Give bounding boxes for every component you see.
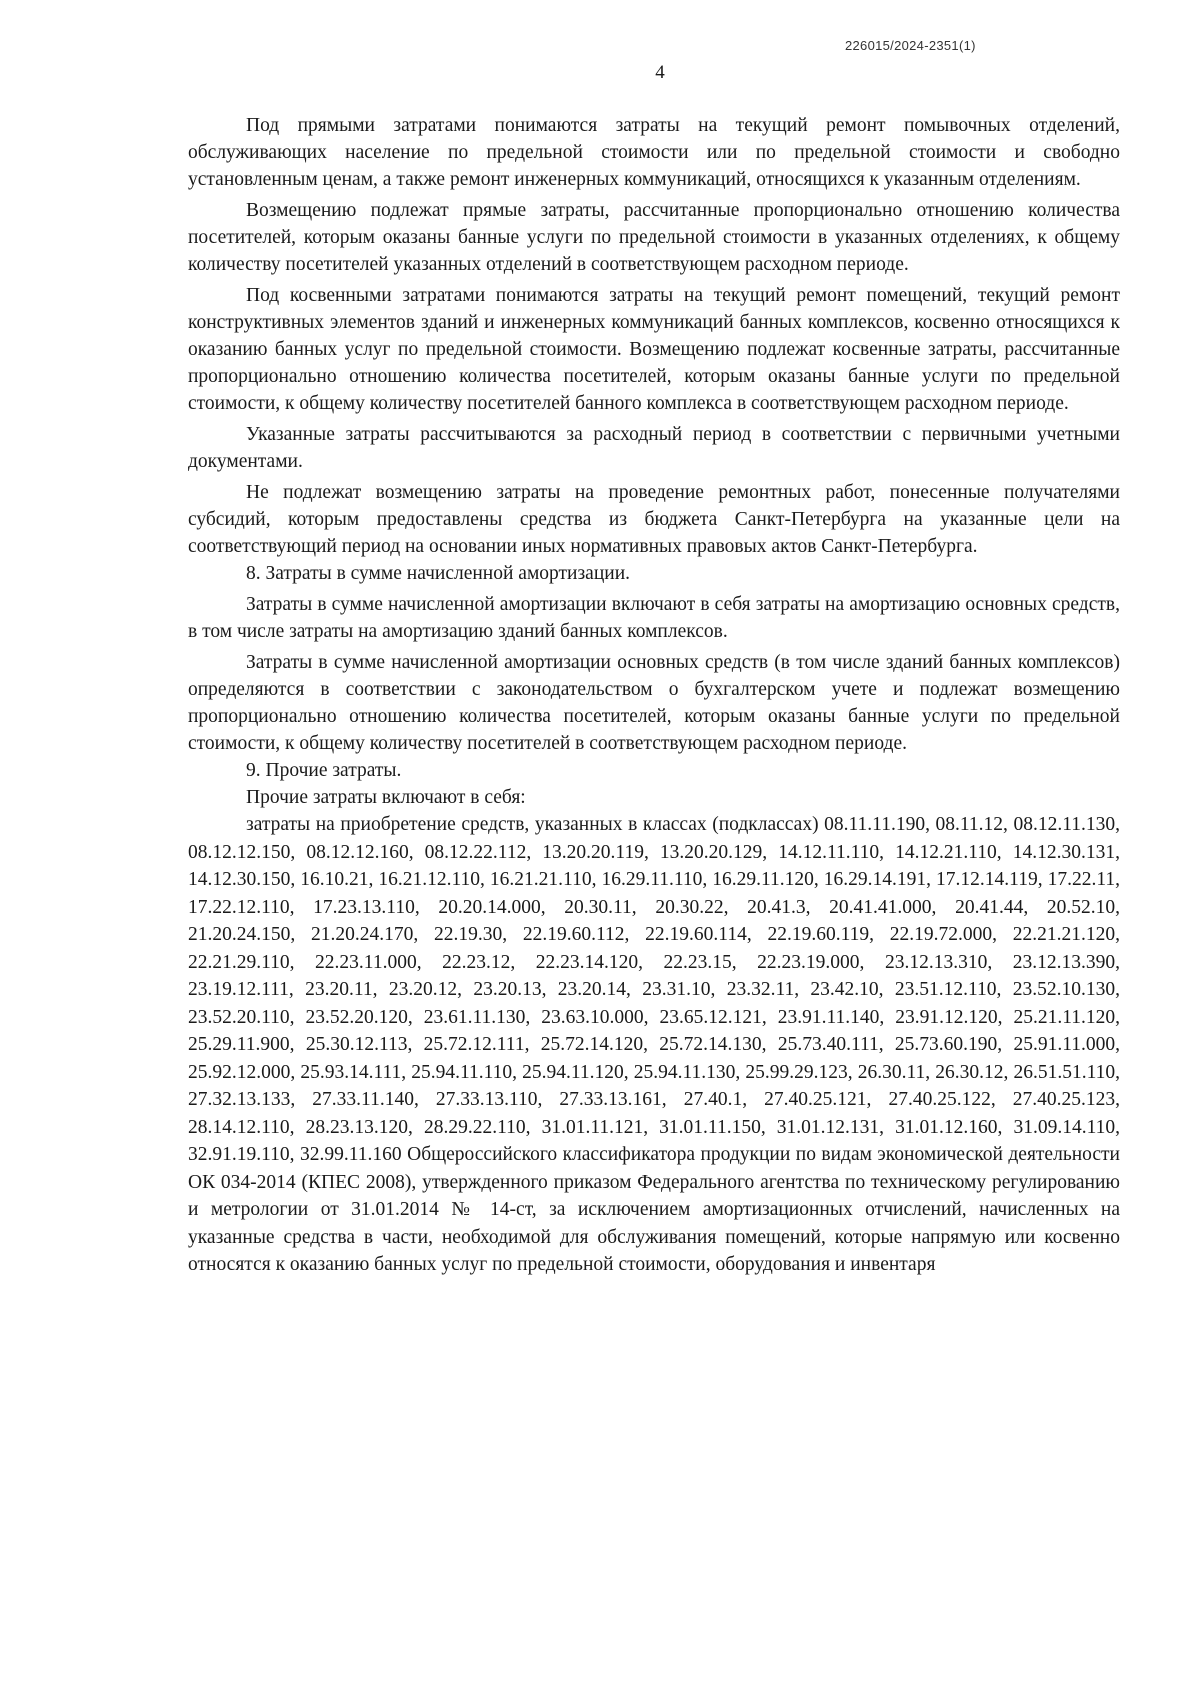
section-heading-other-costs: 9. Прочие затраты. bbox=[246, 760, 402, 781]
paragraph-indirect-costs: Под косвенными затратами понимаются затраты на текущий ремонт помещений, текущий ремонт конструктивных элементов зданий и инженерных коммуникаций банных комплексов, косвенно относящихся к оказанию банных услуг по предельной стоимости. Возмещению подлежат косвенные затраты, рассчитанные пропорционально отношению количества посетителей, которым оказаны банные услуги по предельной стоимости, к общему количеству посетителей банного комплекса в соответствующем расходном периоде. bbox=[188, 285, 1120, 414]
paragraph-classifier-codes: затраты на приобретение средств, указанных в классах (подклассах) 08.11.11.190, 08.11.12, 08.12.11.130, 08.12.12.150, 08.12.12.160, 08.12.22.112, 13.20.20.119, 13.20.20.129, 14.12.11.110, 14.12.21.110, 14.12.30.131, 14.12.30.150, 16.10.21, 16.21.12.110, 16.21.21.110, 16.29.11.110, 16.29.11.120, 16.29.14.191, 17.12.14.119, 17.22.11, 17.22.12.110, 17.23.13.110, 20.20.14.000, 20.30.11, 20.30.22, 20.41.3, 20.41.41.000, 20.41.44, 20.52.10, 21.20.24.150, 21.20.24.170, 22.19.30, 22.19.60.112, 22.19.60.114, 22.19.60.119, 22.19.72.000, 22.21.21.120, 22.21.29.110, 22.23.11.000, 22.23.12, 22.23.14.120, 22.23.15, 22.23.19.000, 23.12.13.310, 23.12.13.390, 23.19.12.111, 23.20.11, 23.20.12, 23.20.13, 23.20.14, 23.31.10, 23.32.11, 23.42.10, 23.51.12.110, 23.52.10.130, 23.52.20.110, 23.52.20.120, 23.61.11.130, 23.63.10.000, 23.65.12.121, 23.91.11.140, 23.91.12.120, 25.21.11.120, 25.29.11.900, 25.30.12.113, 25.72.12.111, 25.72.14.120, 25.72.14.130, 25.73.40.111, 25.73.60.190, 25.91.11.000, 25.92.12.000, 25.93.14.111, 25.94.11.110, 25.94.11.120, 25.94.11.130, 25.99.29.123, 26.30.11, 26.30.12, 26.51.51.110, 27.32.13.133, 27.33.11.140, 27.33.13.110, 27.33.13.161, 27.40.1, 27.40.25.121, 27.40.25.122, 27.40.25.123, 28.14.12.110, 28.23.13.120, 28.29.22.110, 31.01.11.121, 31.01.11.150, 31.01.12.131, 31.01.12.160, 31.09.14.110, 32.91.19.110, 32.99.11.160 Общероссийского классификатора продукции по видам экономической деятельности ОК 034-2014 (КПЕС 2008), утвержденного приказом Федерального агентства по техническому регулированию и метрологии от 31.01.2014 № 14-ст, за исключением амортизационных отчислений, начисленных на указанные средства в части, необходимой для обслуживания помещений, которые напрямую или косвенно относятся к оказанию банных услуг по предельной стоимости, оборудования и инвентаря bbox=[188, 814, 1120, 1275]
paragraph-not-compensated: Не подлежат возмещению затраты на проведение ремонтных работ, понесенные получателями субсидий, которым предоставлены средства из бюджета Санкт-Петербурга на указанные цели на соответствующий период на основании иных нормативных правовых актов Санкт-Петербурга. bbox=[188, 482, 1120, 557]
paragraph-direct-costs-compensation: Возмещению подлежат прямые затраты, рассчитанные пропорционально отношению количества посетителей, которым оказаны банные услуги по предельной стоимости в указанных отделениях, к общему количеству посетителей указанных отделений в соответствующем расходном периоде. bbox=[188, 200, 1120, 275]
section-heading-depreciation: 8. Затраты в сумме начисленной амортизации. bbox=[246, 563, 631, 584]
paragraph-direct-costs: Под прямыми затратами понимаются затраты на текущий ремонт помывочных отделений, обслуживающих население по предельной стоимости или по предельной стоимости и свободно установленным ценам, а также ремонт инженерных коммуникаций, относящихся к указанным отделениям. bbox=[188, 115, 1120, 190]
document-number: 226015/2024-2351(1) bbox=[845, 38, 976, 53]
paragraph-depreciation-includes: Затраты в сумме начисленной амортизации включают в себя затраты на амортизацию основных средств, в том числе затраты на амортизацию зданий банных комплексов. bbox=[188, 594, 1120, 642]
paragraph-depreciation-determination: Затраты в сумме начисленной амортизации основных средств (в том числе зданий банных комплексов) определяются в соответствии с законодательством о бухгалтерском учете и подлежат возмещению пропорционально отношению количества посетителей, которым оказаны банные услуги по предельной стоимости, к общему количеству посетителей в соответствующем расходном периоде. bbox=[188, 652, 1120, 754]
paragraph-other-costs-include: Прочие затраты включают в себя: bbox=[246, 787, 526, 808]
document-body bbox=[188, 112, 1120, 1279]
paragraph-calculation-period: Указанные затраты рассчитываются за расходный период в соответствии с первичными учетными документами. bbox=[188, 424, 1120, 472]
page-number: 4 bbox=[655, 62, 665, 83]
